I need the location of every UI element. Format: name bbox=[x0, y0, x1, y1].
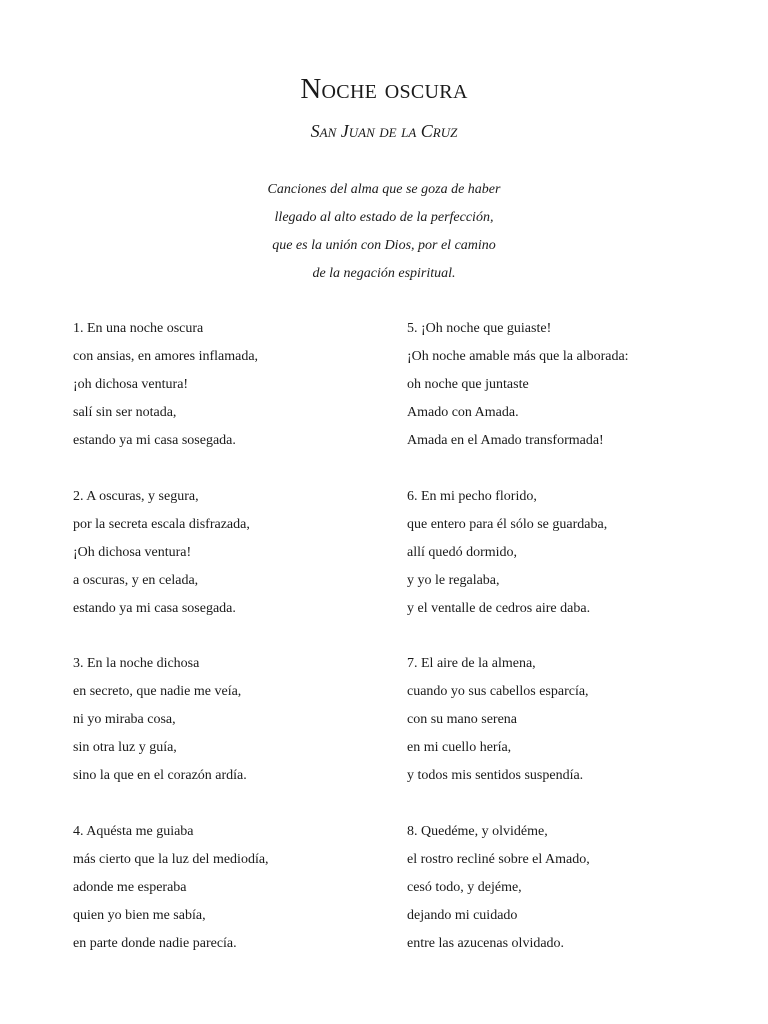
left-column bbox=[73, 320, 269, 990]
verse-line: que entero para él sólo se guardaba, bbox=[407, 516, 608, 532]
epigraph-line: que es la unión con Dios, por el camino bbox=[272, 238, 496, 253]
verse-line: 7. El aire de la almena, bbox=[407, 656, 536, 671]
verse-line: cesó todo, y dejéme, bbox=[407, 879, 522, 895]
verse-line: Amada en el Amado transformada! bbox=[407, 433, 604, 448]
verse-line: salí sin ser notada, bbox=[73, 405, 177, 420]
verse-line: 8. Quedéme, y olvidéme, bbox=[407, 823, 548, 839]
verse-line: y yo le regalaba, bbox=[407, 572, 500, 588]
epigraph-line: Canciones del alma que se goza de haber bbox=[267, 182, 501, 197]
stanza-4 bbox=[73, 823, 269, 991]
stanza-2 bbox=[73, 488, 269, 656]
verse-line: quien yo bien me sabía, bbox=[73, 907, 206, 923]
verse-line: allí quedó dormido, bbox=[407, 544, 518, 560]
verse-line: adonde me esperaba bbox=[73, 879, 187, 895]
verse-line: con ansias, en amores inflamada, bbox=[73, 349, 259, 364]
verse-line: el rostro recliné sobre el Amado, bbox=[407, 851, 590, 867]
verse-line: con su mano serena bbox=[407, 712, 518, 727]
stanza-6 bbox=[407, 488, 629, 656]
verse-line: sino la que en el corazón ardía. bbox=[73, 768, 247, 783]
verse-line: a oscuras, y en celada, bbox=[73, 572, 199, 588]
verse-line: 5. ¡Oh noche que guiaste! bbox=[407, 321, 552, 336]
verse-line: ni yo miraba cosa, bbox=[73, 712, 176, 727]
verse-line: y todos mis sentidos suspendía. bbox=[407, 768, 584, 783]
verse-line: 3. En la noche dichosa bbox=[73, 656, 200, 671]
verse-line: ¡Oh noche amable más que la alborada: bbox=[407, 349, 629, 364]
stanza-1 bbox=[73, 320, 269, 488]
stanza-8 bbox=[407, 823, 629, 991]
verse-line: oh noche que juntaste bbox=[407, 377, 529, 392]
verse-line: estando ya mi casa sosegada. bbox=[73, 433, 236, 448]
verse-line: 6. En mi pecho florido, bbox=[407, 488, 537, 504]
author-name: San Juan de la Cruz bbox=[310, 121, 458, 141]
stanza-3 bbox=[73, 655, 269, 823]
verse-line: ¡Oh dichosa ventura! bbox=[73, 544, 192, 560]
verse-line: 1. En una noche oscura bbox=[73, 321, 204, 336]
verse-line: entre las azucenas olvidado. bbox=[407, 935, 565, 951]
verse-line: Amado con Amada. bbox=[407, 405, 519, 420]
verse-line: 4. Aquésta me guiaba bbox=[73, 823, 194, 839]
verse-line: estando ya mi casa sosegada. bbox=[73, 600, 236, 616]
epigraph bbox=[0, 180, 768, 292]
verse-line: en secreto, que nadie me veía, bbox=[73, 684, 242, 699]
poem-title: Noche oscura bbox=[300, 73, 468, 105]
verse-line: por la secreta escala disfrazada, bbox=[73, 516, 250, 532]
verse-line: cuando yo sus cabellos esparcía, bbox=[407, 684, 589, 699]
stanza-7 bbox=[407, 655, 629, 823]
verse-line: sin otra luz y guía, bbox=[73, 740, 177, 755]
verse-line: más cierto que la luz del mediodía, bbox=[73, 851, 269, 867]
stanza-5 bbox=[407, 320, 629, 488]
verse-line: dejando mi cuidado bbox=[407, 907, 518, 923]
right-column bbox=[407, 320, 629, 990]
verse-line: 2. A oscuras, y segura, bbox=[73, 488, 199, 504]
verse-line: y el ventalle de cedros aire daba. bbox=[407, 600, 591, 616]
epigraph-line: de la negación espiritual. bbox=[312, 266, 456, 281]
verse-line: en parte donde nadie parecía. bbox=[73, 935, 237, 951]
verse-line: en mi cuello hería, bbox=[407, 740, 512, 755]
verse-line: ¡oh dichosa ventura! bbox=[73, 377, 189, 392]
epigraph-line: llegado al alto estado de la perfección, bbox=[274, 210, 494, 225]
